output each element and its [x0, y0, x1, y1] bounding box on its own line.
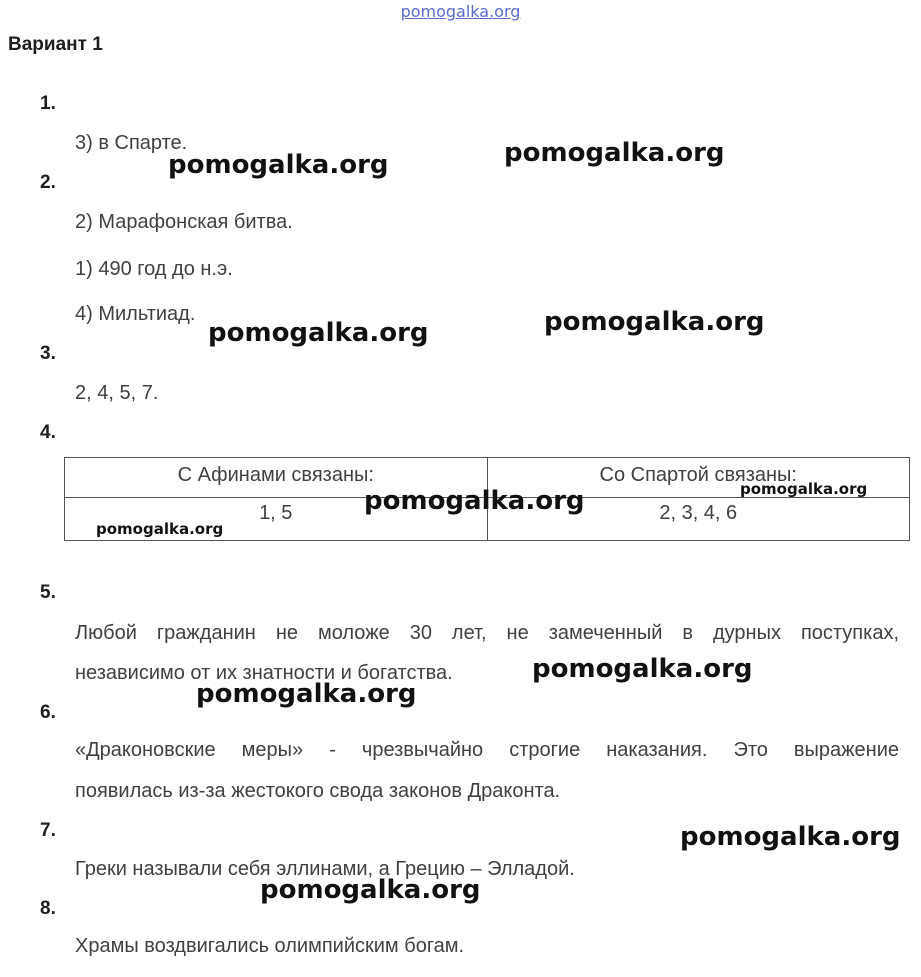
- answer-2-line-3: 4) Мильтиад.: [75, 303, 196, 325]
- answer-6-line-2: появилась из-за жестокого свода законов Драконта.: [75, 780, 561, 802]
- watermark-text: pomogalka.org: [532, 654, 753, 684]
- page-title: Вариант 1: [8, 34, 103, 55]
- watermark-text: pomogalka.org: [544, 307, 765, 337]
- answer-1: 3) в Спарте.: [75, 132, 188, 154]
- question-number-5: 5.: [40, 582, 56, 603]
- watermark-text: pomogalka.org: [196, 679, 417, 709]
- answer-2-line-1: 2) Марафонская битва.: [75, 211, 293, 233]
- watermark-text: pomogalka.org: [260, 875, 481, 905]
- watermark-text-small: pomogalka.org: [740, 480, 868, 498]
- question-number-6: 6.: [40, 702, 56, 723]
- watermark-text: pomogalka.org: [680, 822, 901, 852]
- answer-2-line-2: 1) 490 год до н.э.: [75, 258, 233, 280]
- watermark-text: pomogalka.org: [208, 318, 429, 348]
- question-number-8: 8.: [40, 898, 56, 919]
- watermark-text-small: pomogalka.org: [96, 520, 224, 538]
- top-watermark-link[interactable]: pomogalka.org: [400, 2, 521, 21]
- table-cell-sparta: 2, 3, 4, 6: [487, 498, 910, 541]
- watermark-text: pomogalka.org: [168, 150, 389, 180]
- question-number-4: 4.: [40, 422, 56, 443]
- table-header-athens: С Афинами связаны:: [65, 458, 488, 498]
- watermark-text: pomogalka.org: [504, 138, 725, 168]
- answer-3: 2, 4, 5, 7.: [75, 382, 159, 404]
- question-number-3: 3.: [40, 343, 56, 364]
- answer-8: Храмы воздвигались олимпийским богам.: [75, 935, 465, 957]
- answer-7: Греки называли себя эллинами, а Грецию – Элладой.: [75, 858, 575, 880]
- table-header-sparta: Со Спартой связаны:: [487, 458, 910, 498]
- answer-5-line-1: Любой гражданин не моложе 30 лет, не замеченный в дурных поступках,: [75, 622, 899, 644]
- question-number-2: 2.: [40, 172, 56, 193]
- watermark-text: pomogalka.org: [364, 486, 585, 516]
- answer-6-line-1: «Драконовские меры» - чрезвычайно строгие наказания. Это выражение: [75, 739, 899, 761]
- question-number-1: 1.: [40, 93, 56, 114]
- question-number-7: 7.: [40, 820, 56, 841]
- table-cell-athens: 1, 5: [65, 498, 488, 541]
- answer-5-line-2: независимо от их знатности и богатства.: [75, 662, 453, 684]
